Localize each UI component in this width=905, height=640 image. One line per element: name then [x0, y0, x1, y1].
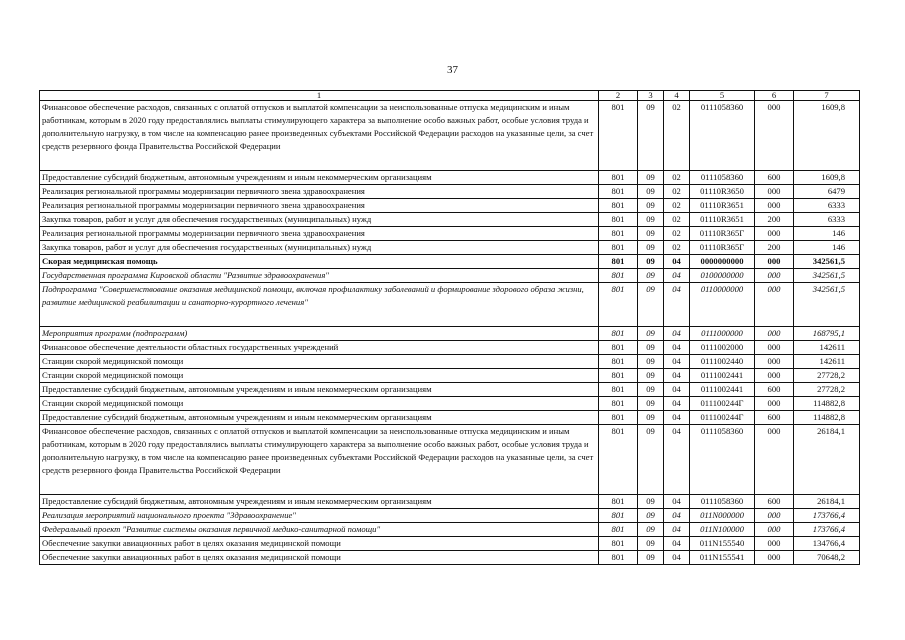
table-row [40, 283, 860, 327]
page-number: 37 [447, 64, 458, 76]
cell-ministry-code: 801 [599, 411, 638, 425]
row-description: Обеспечение закупки авиационных работ в целях оказания медицинской помощи [40, 537, 599, 551]
cell-subsection: 04 [664, 411, 690, 425]
cell-ministry-code: 801 [599, 509, 638, 523]
cell-expense-type: 000 [755, 355, 794, 369]
cell-amount: 173766,4 [794, 509, 860, 523]
table-row [40, 101, 860, 171]
cell-target-article: 0000000000 [690, 255, 755, 269]
cell-subsection: 04 [664, 369, 690, 383]
cell-amount: 168795,1 [794, 327, 860, 341]
cell-target-article: 0111058360 [690, 495, 755, 509]
cell-expense-type: 000 [755, 227, 794, 241]
cell-target-article: 011N000000 [690, 509, 755, 523]
cell-target-article: 0111002441 [690, 383, 755, 397]
cell-target-article: 0111002441 [690, 369, 755, 383]
cell-subsection: 02 [664, 213, 690, 227]
row-description: Закупка товаров, работ и услуг для обеспечения государственных (муниципальных) нужд [40, 213, 599, 227]
cell-expense-type: 600 [755, 411, 794, 425]
cell-ministry-code: 801 [599, 199, 638, 213]
cell-target-article: 011N155541 [690, 551, 755, 565]
table-row [40, 171, 860, 185]
table-row [40, 355, 860, 369]
cell-target-article: 0111058360 [690, 171, 755, 185]
table-row [40, 495, 860, 509]
table-row [40, 227, 860, 241]
cell-target-article: 0111000000 [690, 327, 755, 341]
cell-section: 09 [638, 509, 664, 523]
cell-subsection: 04 [664, 269, 690, 283]
cell-subsection: 04 [664, 283, 690, 327]
cell-subsection: 04 [664, 537, 690, 551]
cell-expense-type: 000 [755, 269, 794, 283]
cell-expense-type: 000 [755, 101, 794, 171]
table-row [40, 185, 860, 199]
cell-amount: 6333 [794, 213, 860, 227]
cell-amount: 173766,4 [794, 523, 860, 537]
cell-ministry-code: 801 [599, 269, 638, 283]
table-row [40, 255, 860, 269]
row-description: Предоставление субсидий бюджетным, автономным учреждениям и иным некоммерческим организациям [40, 411, 599, 425]
cell-expense-type: 000 [755, 523, 794, 537]
cell-amount: 114882,8 [794, 397, 860, 411]
header-cell-3: 3 [638, 91, 664, 101]
cell-target-article: 0110000000 [690, 283, 755, 327]
cell-ministry-code: 801 [599, 537, 638, 551]
cell-section: 09 [638, 523, 664, 537]
cell-target-article: 0111002440 [690, 355, 755, 369]
cell-section: 09 [638, 255, 664, 269]
cell-target-article: 011N155540 [690, 537, 755, 551]
row-description: Финансовое обеспечение расходов, связанных с оплатой отпусков и выплатой компенсации за неиспользованные отпуска медицинским и иным работникам, которым в 2020 году предоставлялись выплаты стимулирующего характера за выполнение особо важных работ, особые условия труда и дополнительную нагрузку, в том числе на компенсацию ранее произведенных субъектами Российской Федерации расходов на указанные цели, за счет средств резервного фонда Правительства Российской Федерации [40, 425, 599, 495]
row-description: Финансовое обеспечение деятельности областных государственных учреждений [40, 341, 599, 355]
cell-ministry-code: 801 [599, 495, 638, 509]
cell-subsection: 02 [664, 199, 690, 213]
cell-section: 09 [638, 269, 664, 283]
cell-ministry-code: 801 [599, 425, 638, 495]
row-description: Реализация региональной программы модернизации первичного звена здравоохранения [40, 185, 599, 199]
row-description: Государственная программа Кировской области "Развитие здравоохранения" [40, 269, 599, 283]
table-row [40, 241, 860, 255]
cell-amount: 142611 [794, 341, 860, 355]
cell-subsection: 04 [664, 523, 690, 537]
cell-amount: 6479 [794, 185, 860, 199]
cell-subsection: 02 [664, 227, 690, 241]
cell-section: 09 [638, 227, 664, 241]
cell-expense-type: 000 [755, 185, 794, 199]
cell-ministry-code: 801 [599, 383, 638, 397]
cell-section: 09 [638, 397, 664, 411]
cell-expense-type: 000 [755, 369, 794, 383]
table-row [40, 383, 860, 397]
row-description: Предоставление субсидий бюджетным, автономным учреждениям и иным некоммерческим организациям [40, 171, 599, 185]
cell-expense-type: 000 [755, 199, 794, 213]
cell-section: 09 [638, 551, 664, 565]
cell-amount: 146 [794, 227, 860, 241]
cell-section: 09 [638, 101, 664, 171]
cell-target-article: 011100244Г [690, 411, 755, 425]
table-row [40, 269, 860, 283]
cell-ministry-code: 801 [599, 241, 638, 255]
cell-section: 09 [638, 283, 664, 327]
cell-ministry-code: 801 [599, 255, 638, 269]
cell-subsection: 04 [664, 425, 690, 495]
cell-subsection: 02 [664, 101, 690, 171]
cell-amount: 142611 [794, 355, 860, 369]
cell-amount: 146 [794, 241, 860, 255]
cell-amount: 26184,1 [794, 425, 860, 495]
cell-amount: 26184,1 [794, 495, 860, 509]
cell-section: 09 [638, 199, 664, 213]
cell-expense-type: 000 [755, 509, 794, 523]
cell-subsection: 02 [664, 241, 690, 255]
header-cell-7: 7 [794, 91, 860, 101]
cell-amount: 27728,2 [794, 383, 860, 397]
header-cell-2: 2 [599, 91, 638, 101]
table-row [40, 425, 860, 495]
cell-section: 09 [638, 495, 664, 509]
cell-subsection: 04 [664, 383, 690, 397]
row-description: Федеральный проект "Развитие системы оказания первичной медико-санитарной помощи" [40, 523, 599, 537]
cell-expense-type: 000 [755, 537, 794, 551]
cell-expense-type: 000 [755, 397, 794, 411]
header-cell-6: 6 [755, 91, 794, 101]
cell-expense-type: 200 [755, 241, 794, 255]
cell-amount: 6333 [794, 199, 860, 213]
cell-subsection: 04 [664, 551, 690, 565]
cell-ministry-code: 801 [599, 397, 638, 411]
cell-subsection: 02 [664, 185, 690, 199]
cell-target-article: 0100000000 [690, 269, 755, 283]
cell-amount: 342561,5 [794, 283, 860, 327]
cell-amount: 342561,5 [794, 269, 860, 283]
cell-section: 09 [638, 537, 664, 551]
cell-expense-type: 600 [755, 171, 794, 185]
row-description: Станции скорой медицинской помощи [40, 355, 599, 369]
cell-target-article: 01110R3651 [690, 213, 755, 227]
cell-target-article: 01110R3651 [690, 199, 755, 213]
cell-ministry-code: 801 [599, 101, 638, 171]
cell-subsection: 02 [664, 171, 690, 185]
cell-section: 09 [638, 213, 664, 227]
cell-amount: 134766,4 [794, 537, 860, 551]
cell-section: 09 [638, 383, 664, 397]
cell-section: 09 [638, 171, 664, 185]
row-description: Реализация региональной программы модернизации первичного звена здравоохранения [40, 227, 599, 241]
cell-expense-type: 000 [755, 425, 794, 495]
cell-ministry-code: 801 [599, 341, 638, 355]
cell-ministry-code: 801 [599, 551, 638, 565]
cell-target-article: 011100244Г [690, 397, 755, 411]
table-row [40, 509, 860, 523]
table-row [40, 523, 860, 537]
cell-ministry-code: 801 [599, 523, 638, 537]
cell-section: 09 [638, 327, 664, 341]
cell-ministry-code: 801 [599, 327, 638, 341]
cell-ministry-code: 801 [599, 185, 638, 199]
cell-amount: 70648,2 [794, 551, 860, 565]
cell-target-article: 01110R3650 [690, 185, 755, 199]
row-description: Скорая медицинская помощь [40, 255, 599, 269]
row-description: Станции скорой медицинской помощи [40, 369, 599, 383]
cell-subsection: 04 [664, 397, 690, 411]
cell-section: 09 [638, 425, 664, 495]
row-description: Финансовое обеспечение расходов, связанных с оплатой отпусков и выплатой компенсации за неиспользованные отпуска медицинским и иным работникам, которым в 2020 году предоставлялись выплаты стимулирующего характера за выполнение особо важных работ, особые условия труда и дополнительную нагрузку, в том числе на компенсацию ранее произведенных субъектами Российской Федерации расходов на указанные цели, за счет средств резервного фонда Правительства Российской Федерации [40, 101, 599, 171]
cell-amount: 114882,8 [794, 411, 860, 425]
row-description: Закупка товаров, работ и услуг для обеспечения государственных (муниципальных) нужд [40, 241, 599, 255]
cell-subsection: 04 [664, 495, 690, 509]
table-header-row [40, 91, 860, 101]
cell-subsection: 04 [664, 509, 690, 523]
cell-expense-type: 000 [755, 283, 794, 327]
budget-table [39, 90, 860, 565]
cell-expense-type: 600 [755, 383, 794, 397]
cell-target-article: 011N100000 [690, 523, 755, 537]
cell-expense-type: 000 [755, 341, 794, 355]
header-cell-1: 1 [40, 91, 599, 101]
row-description: Подпрограмма "Совершенствование оказания медицинской помощи, включая профилактику заболеваний и формирование здорового образа жизни, развитие медицинской реабилитации и санаторно-курортного лечения" [40, 283, 599, 327]
cell-target-article: 0111002000 [690, 341, 755, 355]
cell-ministry-code: 801 [599, 171, 638, 185]
cell-amount: 1609,8 [794, 171, 860, 185]
table-row [40, 397, 860, 411]
table-row [40, 537, 860, 551]
cell-target-article: 01110R365Г [690, 241, 755, 255]
cell-ministry-code: 801 [599, 283, 638, 327]
cell-expense-type: 600 [755, 495, 794, 509]
cell-ministry-code: 801 [599, 227, 638, 241]
cell-subsection: 04 [664, 341, 690, 355]
cell-expense-type: 000 [755, 327, 794, 341]
row-description: Обеспечение закупки авиационных работ в целях оказания медицинской помощи [40, 551, 599, 565]
row-description: Мероприятия программ (подпрограмм) [40, 327, 599, 341]
cell-section: 09 [638, 411, 664, 425]
cell-subsection: 04 [664, 327, 690, 341]
table-row [40, 551, 860, 565]
cell-subsection: 04 [664, 355, 690, 369]
cell-ministry-code: 801 [599, 369, 638, 383]
table-row [40, 213, 860, 227]
cell-section: 09 [638, 341, 664, 355]
cell-amount: 1609,8 [794, 101, 860, 171]
cell-section: 09 [638, 185, 664, 199]
cell-expense-type: 200 [755, 213, 794, 227]
cell-expense-type: 000 [755, 255, 794, 269]
row-description: Реализация мероприятий национального проекта "Здравоохранение" [40, 509, 599, 523]
cell-ministry-code: 801 [599, 355, 638, 369]
row-description: Предоставление субсидий бюджетным, автономным учреждениям и иным некоммерческим организациям [40, 495, 599, 509]
cell-subsection: 04 [664, 255, 690, 269]
header-cell-4: 4 [664, 91, 690, 101]
cell-expense-type: 000 [755, 551, 794, 565]
table-row [40, 341, 860, 355]
row-description: Предоставление субсидий бюджетным, автономным учреждениям и иным некоммерческим организациям [40, 383, 599, 397]
table-row [40, 199, 860, 213]
cell-target-article: 0111058360 [690, 425, 755, 495]
cell-amount: 27728,2 [794, 369, 860, 383]
header-cell-5: 5 [690, 91, 755, 101]
cell-target-article: 0111058360 [690, 101, 755, 171]
cell-ministry-code: 801 [599, 213, 638, 227]
table-row [40, 327, 860, 341]
cell-section: 09 [638, 355, 664, 369]
row-description: Реализация региональной программы модернизации первичного звена здравоохранения [40, 199, 599, 213]
table-row [40, 411, 860, 425]
row-description: Станции скорой медицинской помощи [40, 397, 599, 411]
cell-target-article: 01110R365Г [690, 227, 755, 241]
cell-amount: 342561,5 [794, 255, 860, 269]
table-row [40, 369, 860, 383]
cell-section: 09 [638, 369, 664, 383]
cell-section: 09 [638, 241, 664, 255]
